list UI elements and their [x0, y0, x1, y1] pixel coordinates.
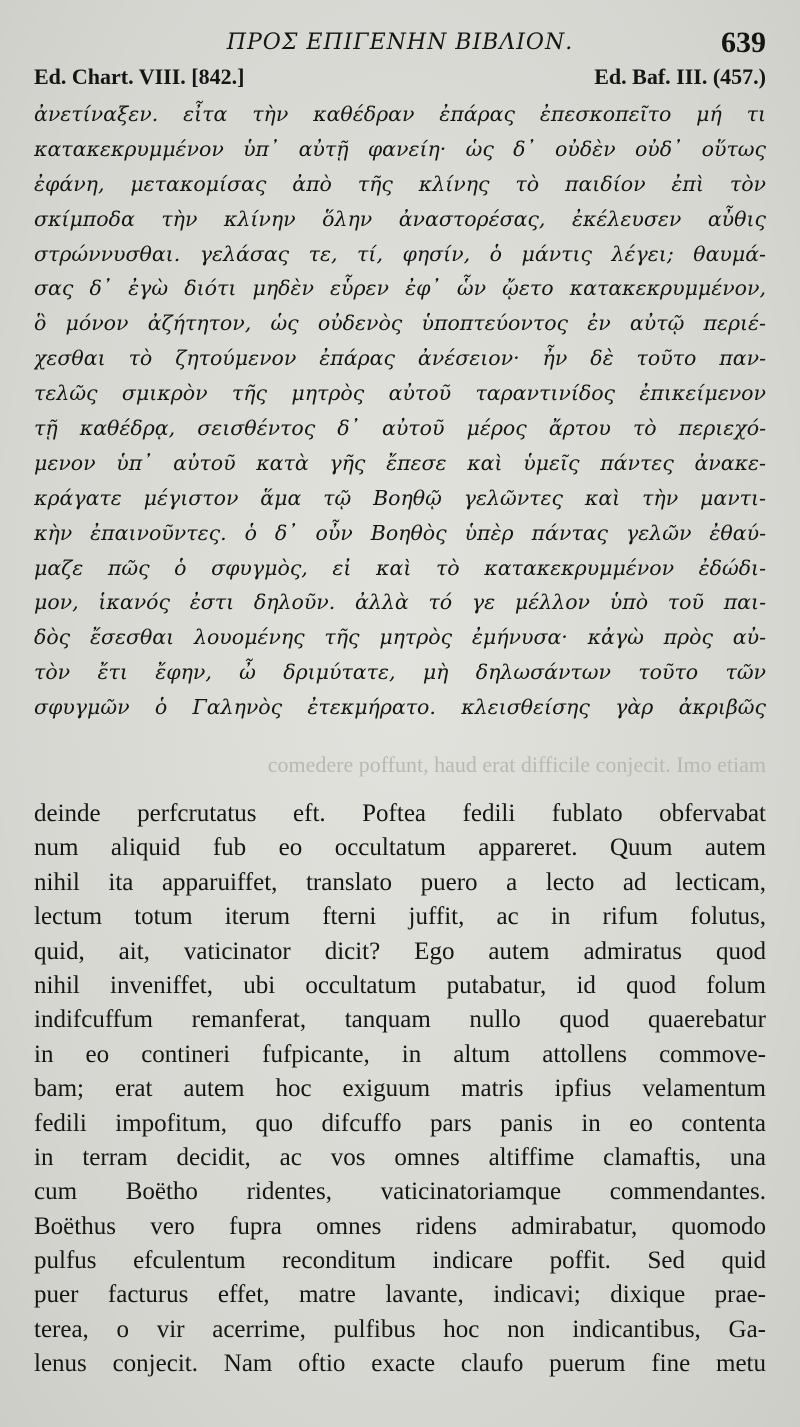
greek-line: σφυγμῶν ὁ Γαληνὸς ἐτεκμήρατο. κλεισθείσης γὰρ ἀκριβῶς	[34, 695, 766, 720]
greek-line: ἐφάνη, μετακομίσας ἀπὸ τῆς κλίνης τὸ παιδίον ἐπὶ τὸν	[34, 171, 766, 196]
edition-references	[34, 64, 766, 94]
latin-line: Boëthus vero fupra omnes ridens admirabatur, quomodo	[34, 1212, 766, 1240]
bleed-through-text: comedere poffunt, haud erat difficile conjecit. Imo etiam	[267, 752, 766, 777]
edition-basel: Ed. Baf. III. (457.)	[594, 64, 766, 89]
latin-line: lectum totum iterum fterni juffit, ac in rifum folutus,	[34, 903, 766, 931]
greek-line: ἀνετίναξεν. εἶτα τὴν καθέδραν ἐπάρας ἐπεσκοπεῖτο μή τι	[34, 102, 766, 126]
page-number: 639	[721, 26, 766, 59]
latin-line: quid, ait, vaticinator dicit? Ego autem admiratus quod	[34, 937, 766, 965]
greek-line: μενον ὑπ᾽ αὐτοῦ κατὰ γῆς ἔπεσε καὶ ὑμεῖς πάντες ἀνακε-	[34, 450, 766, 475]
latin-line: pulfus efculentum reconditum indicare poffit. Sed quid	[34, 1247, 766, 1275]
greek-line: σας δ᾽ ἐγὼ διότι μηδὲν εὗρεν ἐφ᾽ ὧν ᾤετο κατακεκρυμμένον,	[34, 276, 766, 301]
greek-line: δὸς ἔσεσθαι λουομένης τῆς μητρὸς ἐμήνυσα· κἀγὼ πρὸς αὐ-	[34, 625, 766, 650]
latin-line: terea, o vir acerrime, pulfibus hoc non indicantibus, Ga-	[34, 1315, 766, 1343]
greek-line: κράγατε μέγιστον ἅμα τῷ Βοηθῷ γελῶντες καὶ τὴν μαντι-	[34, 485, 766, 510]
latin-line: num aliquid fub eo occultatum appareret. Quum autem	[34, 834, 766, 862]
latin-line: in terram decidit, ac vos omnes altiffime clamaftis, una	[34, 1143, 766, 1171]
greek-line: ὃ μόνον ἀζήτητον, ὡς οὐδενὸς ὑποπτεύοντος ἐν αὐτῷ περιέ-	[34, 311, 766, 336]
greek-line: μαζε πῶς ὁ σφυγμὸς, εἰ καὶ τὸ κατακεκρυμμένον ἐδώδι-	[34, 555, 766, 580]
latin-line: lenus conjecit. Nam oftio exacte claufo puerum fine metu	[34, 1350, 766, 1378]
greek-line: μον, ἱκανός ἐστι δηλοῦν. ἀλλὰ τό γε μέλλον ὑπὸ τοῦ παι-	[34, 590, 766, 615]
latin-line: fedili impofitum, quo difcuffo pars panis in eo contenta	[34, 1109, 766, 1137]
greek-line: τελῶς σμικρὸν τῆς μητρὸς αὐτοῦ ταραντινίδος ἐπικείμενον	[34, 381, 766, 406]
greek-line: τὸν ἔτι ἔφην, ὦ δριμύτατε, μὴ δηλωσάντων τοῦτο τῶν	[34, 660, 766, 685]
latin-line: puer facturus effet, matre lavante, indicavi; dixique prae-	[34, 1281, 766, 1309]
latin-line: nihil inveniffet, ubi occultatum putabatur, id quod folum	[34, 971, 766, 999]
latin-text-block	[34, 797, 766, 1382]
running-title: ΠΡΟΣ ΕΠΙΓΕΝΗΝ ΒΙΒΛΙΟΝ.	[226, 30, 574, 55]
greek-line: κατακεκρυμμένον ὑπ᾽ αὐτῇ φανείη· ὡς δ᾽ οὐδὲν οὐδ᾽ οὕτως	[34, 136, 766, 161]
greek-line: στρώννυσθαι. γελάσας τε, τί, φησίν, ὁ μάντις λέγει; θαυμά-	[34, 241, 766, 266]
latin-line: in eo contineri fufpicante, in altum attollens commove-	[34, 1040, 766, 1068]
latin-line: cum Boëtho ridentes, vaticinatoriamque commendantes.	[34, 1178, 766, 1206]
latin-line: nihil ita apparuiffet, translato puero a lecto ad lecticam,	[34, 868, 766, 896]
greek-line: σκίμποδα τὴν κλίνην ὅλην ἀναστορέσας, ἐκέλευσεν αὖθις	[34, 206, 766, 231]
page-header	[34, 26, 766, 66]
greek-line: χεσθαι τὸ ζητούμενον ἐπάρας ἀνέσειον· ἦν δὲ τοῦτο παν-	[34, 346, 766, 371]
edition-chartier: Ed. Chart. VIII. [842.]	[34, 64, 245, 89]
greek-line: κὴν ἐπαινοῦντες. ὁ δ᾽ οὖν Βοηθὸς ὑπὲρ πάντας γελῶν ἐθαύ-	[34, 520, 766, 545]
latin-line: deinde perfcrutatus eft. Poftea fedili fublato obfervabat	[34, 800, 766, 827]
greek-line: τῇ καθέδρᾳ, σεισθέντος δ᾽ αὐτοῦ μέρος ἄρτου τὸ περιεχό-	[34, 416, 766, 441]
latin-line: indifcuffum remanferat, tanquam nullo quod quaerebatur	[34, 1006, 766, 1034]
latin-line: bam; erat autem hoc exiguum matris ipfius velamentum	[34, 1075, 766, 1103]
greek-text-block	[34, 97, 766, 725]
